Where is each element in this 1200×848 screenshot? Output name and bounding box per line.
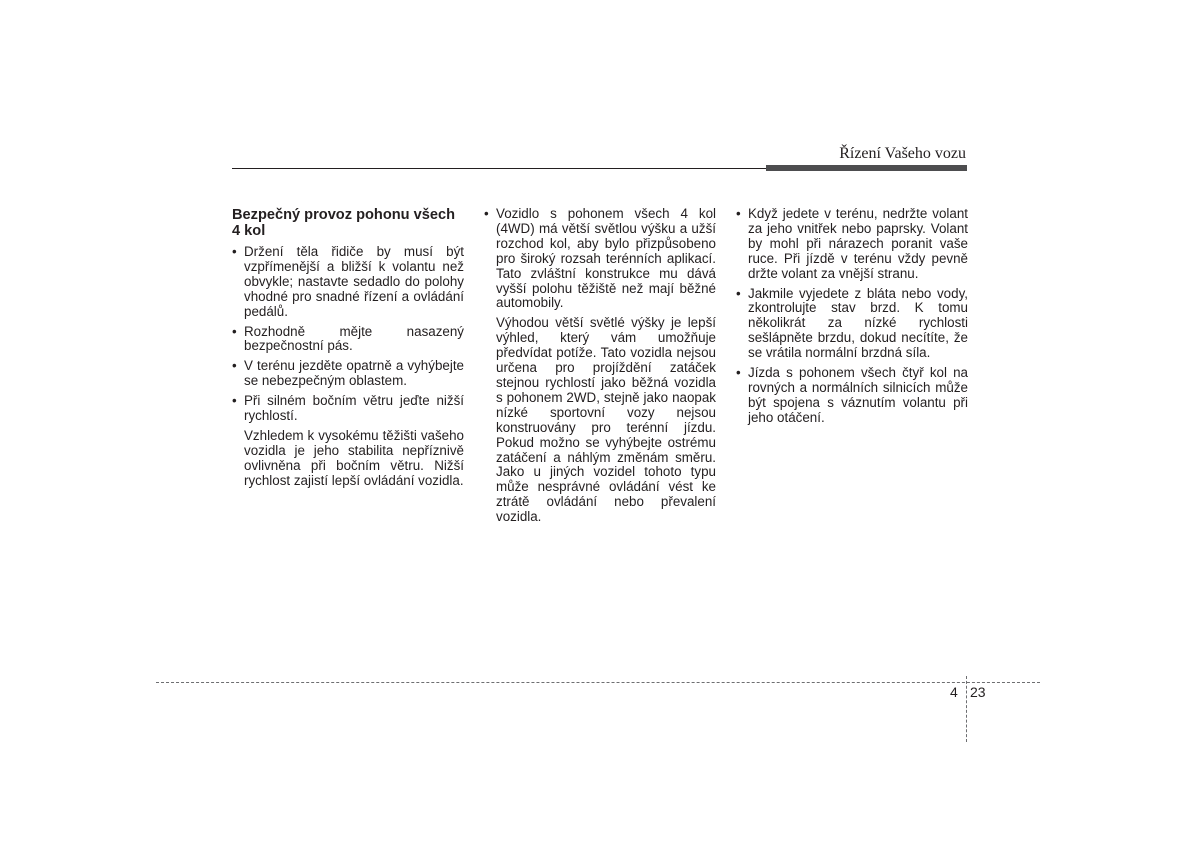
column-3 bbox=[736, 207, 968, 431]
list-item: • V terénu jezděte opatrně a vyhýbejte se nebezpečným oblastem. bbox=[232, 359, 464, 389]
bullet-list bbox=[736, 207, 968, 426]
list-item: • Při silném bočním větru jeďte nižší rychlostí. bbox=[232, 394, 464, 424]
header-rule-accent bbox=[766, 165, 967, 171]
section-heading: Bezpečný provoz pohonu všech 4 kol bbox=[232, 207, 455, 239]
bullet-list bbox=[484, 207, 716, 311]
header-title: Řízení Vašeho vozu bbox=[839, 145, 966, 162]
list-item: • Jakmile vyjedete z bláta nebo vody, zkontrolujte stav brzd. K tomu několikrát za nízké rychlosti sešlápněte brzdu, dokud necítíte, že se vrátila normální brzdná síla. bbox=[736, 287, 968, 362]
column-1 bbox=[232, 207, 464, 494]
list-item: • Rozhodně mějte nasazený bezpečnostní pás. bbox=[232, 325, 464, 355]
list-item: • Vozidlo s pohonem všech 4 kol (4WD) má větší světlou výšku a užší rozchod kol, aby bylo přizpůsobeno pro široký rozsah terénních aplikací. Tato zvláštní konstrukce mu dává vyšší polohu těžiště než mají běžné automobily. bbox=[484, 207, 716, 311]
column-2 bbox=[484, 207, 716, 530]
footer-dashed-divider bbox=[966, 676, 967, 742]
footer-dashed-rule bbox=[156, 682, 1040, 683]
indented-paragraph: Vzhledem k vysokému těžišti vašeho vozidla je jeho stabilita nepříznivě ovlivněna při bočním větru. Nižší rychlost zajistí lepší ovládání vozidla. bbox=[244, 427, 464, 488]
list-item: • Držení těla řidiče by musí být vzpřímenější a bližší k volantu než obvykle; nastavte sedadlo do polohy vhodné pro snadné řízení a ovládání pedálů. bbox=[232, 245, 464, 320]
page-number: 23 bbox=[970, 684, 986, 700]
indented-paragraph: Výhodou větší světlé výšky je lepší výhled, který vám umožňuje předvídat potíže. Tato vozidla nejsou určena pro projíždění zatáček stejnou rychlostí jako běžná vozidla s pohonem 2WD, stejně jako naopak nízké sportovní vozy nejsou konstruovány pro terénní jízdu. Pokud možno se vyhýbejte ostrému zatáčení a náhlým změnám směru. Jako u jiných vozidel tohoto typu může nesprávné ovládání vést ke ztrátě ovládání nebo převalení vozidla. bbox=[496, 315, 716, 525]
bullet-list bbox=[232, 245, 464, 424]
chapter-number: 4 bbox=[950, 684, 958, 700]
list-item: • Když jedete v terénu, nedržte volant za jeho vnitřek nebo paprsky. Volant by mohl při nárazech poranit vaše ruce. Při jízdě v terénu vždy pevně držte volant za vnější stranu. bbox=[736, 207, 968, 282]
list-item: • Jízda s pohonem všech čtyř kol na rovných a normálních silnicích může být spojena s váznutím volantu při jeho otáčení. bbox=[736, 366, 968, 426]
